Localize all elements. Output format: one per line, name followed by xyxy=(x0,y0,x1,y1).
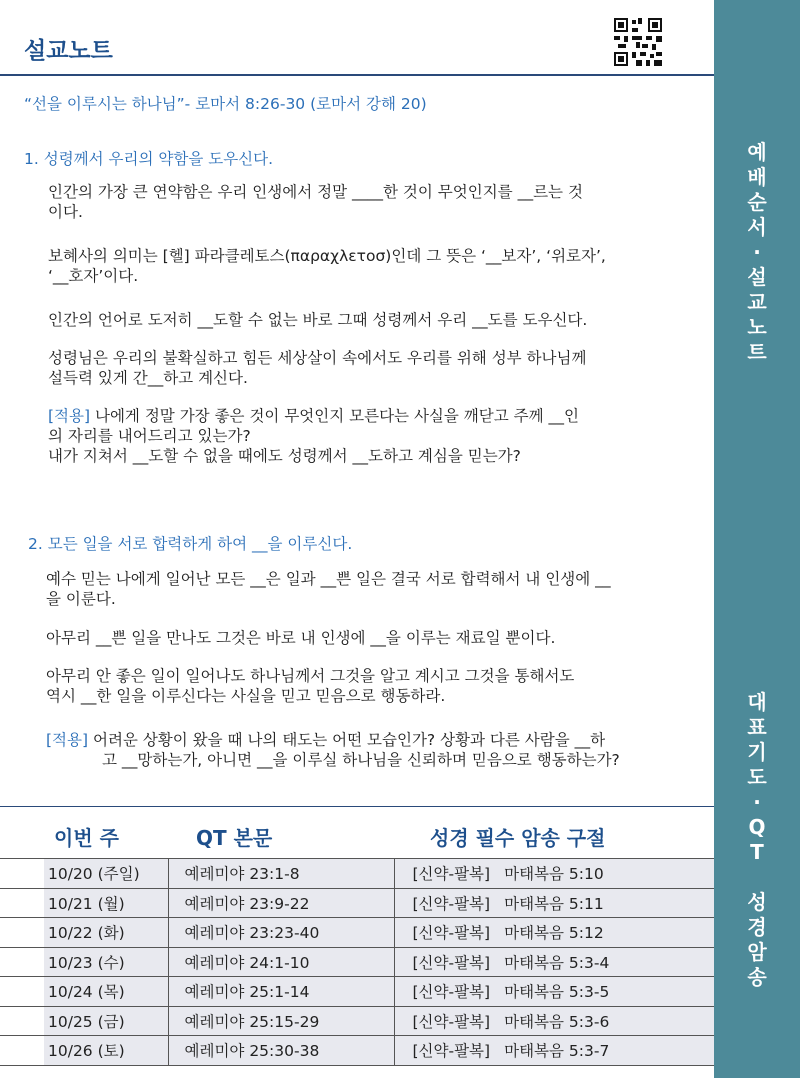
row-qt: 예레미야 25:1-14 xyxy=(168,977,394,1007)
row-qt: 예레미야 25:15-29 xyxy=(168,1006,394,1036)
verse-ref: 마태복음 5:11 xyxy=(504,894,604,913)
section2-paragraph: 예수 믿는 나에게 일어난 모든 __은 일과 __쁜 일은 결국 서로 합력해서 내 인생에 __ 을 이룬다. xyxy=(46,570,611,608)
row-date: 10/25 (금) xyxy=(44,1006,168,1036)
section1-paragraph: 보혜사의 의미는 [헬] 파라클레토스(παραχλετοσ)인데 그 뜻은 ‘__보자’, ‘위로자’, ‘__호자’이다. xyxy=(48,247,606,285)
row-verse xyxy=(394,1036,714,1066)
verse-tag: [신약-팔복] xyxy=(412,953,491,972)
row-qt: 예레미야 23:1-8 xyxy=(168,859,394,889)
section2-paragraph: 아무리 __쁜 일을 만나도 그것은 바로 내 인생에 __을 이루는 재료일 뿐이다. xyxy=(46,629,556,647)
section2-apply: [적용] 어려운 상황이 왔을 때 나의 태도는 어떤 모습인가? 상황과 다른 사람을 __하 고 __망하는가, 아니면 __을 이루실 하나님을 신뢰하며 믿음으로 행동하는가? xyxy=(46,731,620,769)
header-divider xyxy=(0,74,714,76)
apply-tag: [적용] xyxy=(46,731,89,749)
sidebar-bottom-label: 대 표 기 도 · Q T 성 경 암 송 xyxy=(747,690,767,989)
row-date: 10/24 (목) xyxy=(44,977,168,1007)
section1-paragraph: 성령님은 우리의 불확실하고 힘든 세상살이 속에서도 우리를 위해 성부 하나님께 설득력 있게 간__하고 계신다. xyxy=(48,349,587,387)
col-header-qt: QT 본문 xyxy=(196,826,273,850)
verse-ref: 마태복음 5:12 xyxy=(504,924,604,943)
section1-paragraph: 인간의 가장 큰 연약함은 우리 인생에서 정말 ____한 것이 무엇인지를 __르는 것 이다. xyxy=(48,183,583,221)
verse-ref: 마태복음 5:3-4 xyxy=(504,953,610,972)
verse-tag: [신약-팔복] xyxy=(412,1042,491,1061)
verse-tag: [신약-팔복] xyxy=(412,983,491,1002)
col-header-week: 이번 주 xyxy=(54,826,119,850)
sidebar-top-label: 예 배 순 서 · 설 교 노 트 xyxy=(747,140,767,364)
row-verse xyxy=(394,977,714,1007)
row-verse xyxy=(394,918,714,948)
schedule-table xyxy=(0,858,714,1066)
row-verse xyxy=(394,947,714,977)
section1-paragraph: 인간의 언어로 도저히 __도할 수 없는 바로 그때 성령께서 우리 __도를 도우신다. xyxy=(48,311,588,329)
col-header-verse: 성경 필수 암송 구절 xyxy=(430,826,606,850)
row-date: 10/22 (화) xyxy=(44,918,168,948)
row-verse xyxy=(394,859,714,889)
row-qt: 예레미야 25:30-38 xyxy=(168,1036,394,1066)
verse-tag: [신약-팔복] xyxy=(412,924,491,943)
verse-ref: 마태복음 5:3-6 xyxy=(504,1012,610,1031)
row-date: 10/23 (수) xyxy=(44,947,168,977)
section1-apply: [적용] 나에게 정말 가장 좋은 것이 무엇인지 모른다는 사실을 깨닫고 주께 __인 의 자리를 내어드리고 있는가? 내가 지쳐서 __도할 수 없을 때에도 성령께서 __도하고 계심을 믿는가? xyxy=(48,407,579,465)
verse-tag: [신약-팔복] xyxy=(412,865,491,884)
qr-code-icon[interactable] xyxy=(614,18,662,66)
table-row xyxy=(0,1036,714,1066)
row-verse xyxy=(394,1006,714,1036)
row-verse xyxy=(394,888,714,918)
row-qt: 예레미야 23:9-22 xyxy=(168,888,394,918)
page-title: 설교노트 xyxy=(24,38,113,64)
row-qt: 예레미야 24:1-10 xyxy=(168,947,394,977)
row-date: 10/21 (월) xyxy=(44,888,168,918)
table-row xyxy=(0,888,714,918)
table-row xyxy=(0,859,714,889)
sermon-subtitle: “선을 이루시는 하나님”- 로마서 8:26-30 (로마서 강해 20) xyxy=(24,95,427,113)
section2-paragraph: 아무리 안 좋은 일이 일어나도 하나님께서 그것을 알고 계시고 그것을 통해서도 역시 __한 일을 이루신다는 사실을 믿고 믿음으로 행동하라. xyxy=(46,667,575,705)
row-date: 10/20 (주일) xyxy=(44,859,168,889)
table-row xyxy=(0,918,714,948)
verse-tag: [신약-팔복] xyxy=(412,1012,491,1031)
section2-heading: 2. 모든 일을 서로 합력하게 하여 __을 이루신다. xyxy=(28,535,353,553)
row-qt: 예레미야 23:23-40 xyxy=(168,918,394,948)
verse-ref: 마태복음 5:3-5 xyxy=(504,983,610,1002)
verse-tag: [신약-팔복] xyxy=(412,894,491,913)
table-row xyxy=(0,1006,714,1036)
sidebar xyxy=(714,0,800,1078)
verse-ref: 마태복음 5:10 xyxy=(504,865,604,884)
apply-tag: [적용] xyxy=(48,407,91,425)
table-row xyxy=(0,947,714,977)
verse-ref: 마태복음 5:3-7 xyxy=(504,1042,610,1061)
table-divider xyxy=(0,806,714,807)
table-row xyxy=(0,977,714,1007)
row-date: 10/26 (토) xyxy=(44,1036,168,1066)
section1-heading: 1. 성령께서 우리의 약함을 도우신다. xyxy=(24,150,274,168)
